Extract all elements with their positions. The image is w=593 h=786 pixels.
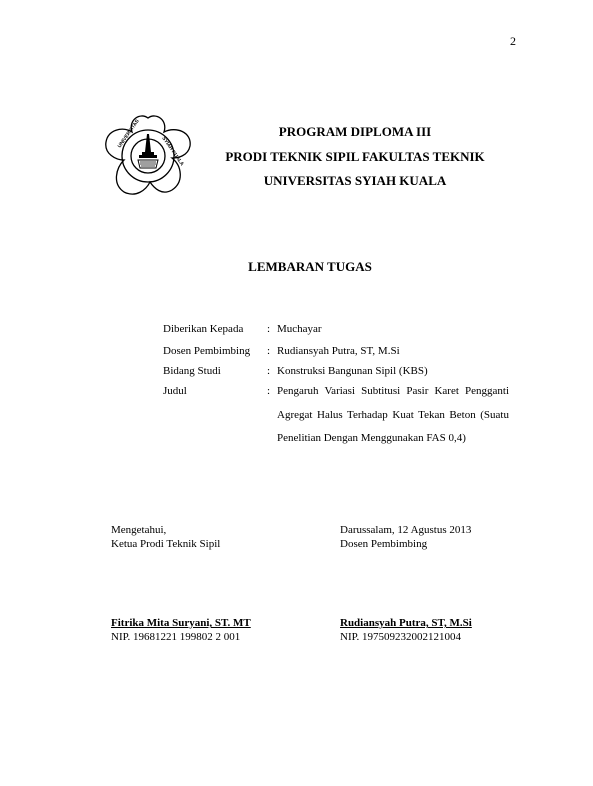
field-label: Judul	[163, 385, 187, 397]
sheet-title: LEMBARAN TUGAS	[248, 259, 372, 274]
header-university: UNIVERSITAS SYIAH KUALA	[263, 173, 447, 188]
sig-right-name: Rudiansyah Putra, ST, M.Si	[340, 617, 472, 629]
sig-left-role: Ketua Prodi Teknik Sipil	[111, 538, 221, 550]
field-colon: :	[267, 365, 271, 377]
field-value: Konstruksi Bangunan Sipil (KBS)	[277, 365, 428, 377]
sig-right-nip: NIP. 197509232002121004	[340, 631, 462, 643]
logo-text-right: SYIAH KUALA	[160, 135, 185, 168]
sig-left-acknowledge: Mengetahui,	[111, 524, 167, 536]
sig-right-place-date: Darussalam, 12 Agustus 2013	[340, 524, 472, 536]
logo-text-left: UNIVERSITAS	[116, 118, 141, 150]
page-number: 2	[510, 34, 516, 48]
field-label: Dosen Pembimbing	[163, 345, 251, 357]
field-label: Bidang Studi	[163, 365, 221, 377]
field-colon: :	[267, 345, 271, 357]
field-colon: :	[267, 385, 271, 397]
header-prodi: PRODI TEKNIK SIPIL FAKULTAS TEKNIK	[225, 149, 485, 164]
sig-left-name: Fitrika Mita Suryani, ST. MT	[111, 617, 251, 629]
header-program: PROGRAM DIPLOMA III	[278, 124, 432, 139]
field-label: Diberikan Kepada	[163, 323, 244, 335]
sig-left-nip: NIP. 19681221 199802 2 001	[111, 631, 241, 643]
field-colon: :	[267, 323, 271, 335]
sig-right-role: Dosen Pembimbing	[340, 538, 428, 550]
field-value: Rudiansyah Putra, ST, M.Si	[277, 345, 400, 357]
field-value: Pengaruh Variasi Subtitusi Pasir Karet Pengganti Agregat Halus Terhadap Kuat Tekan Beton (Suatu Penelitian Dengan Menggunakan FAS 0,4)	[277, 385, 509, 444]
field-value: Muchayar	[277, 323, 322, 335]
